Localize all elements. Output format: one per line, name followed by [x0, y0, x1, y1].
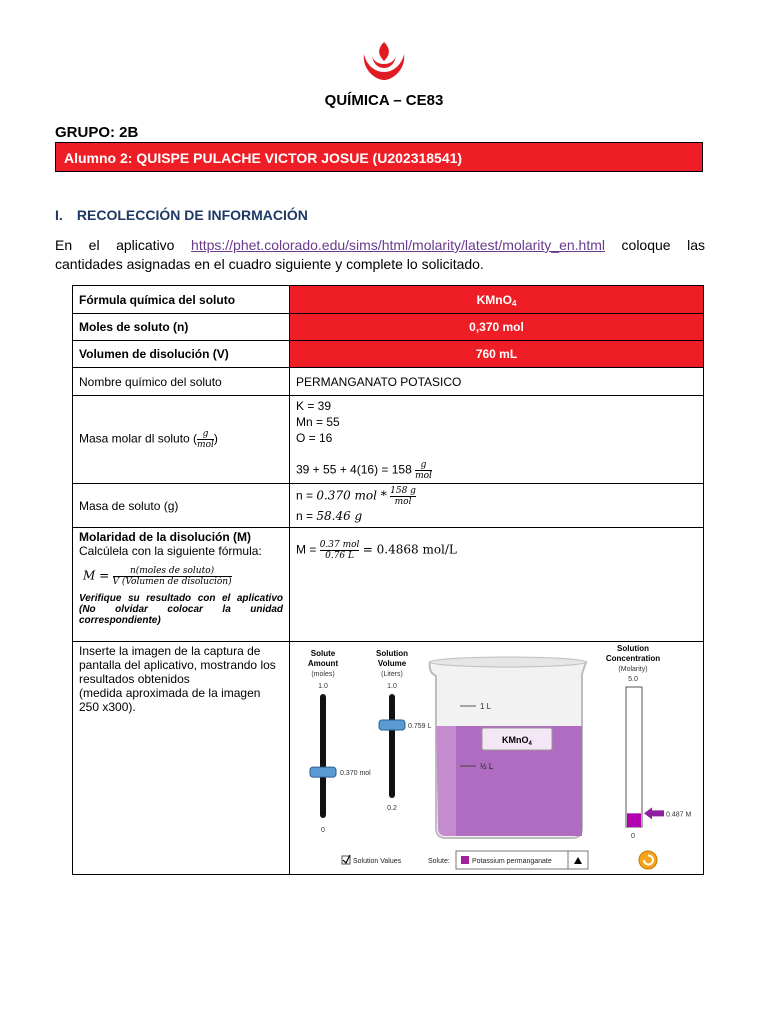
mass-value: [290, 484, 704, 528]
molar-o: O = 16: [296, 431, 333, 445]
mass-line-2: n = 58.46 g: [296, 509, 363, 523]
formula-value: KMnO4: [290, 286, 704, 314]
solute-max: 1.0: [318, 683, 328, 690]
molar-mn: Mn = 55: [296, 415, 340, 429]
molarity-formula: M = $\frac{\text{n(moles de soluto)}}{\text{V (Volumen de disolución)}}$: [83, 566, 232, 587]
solute-title-1: Solute: [310, 649, 336, 658]
molar-mass-label: Masa molar dl soluto ( $\frac{g}{\text{mol}}$ ): [73, 396, 290, 484]
conc-title-1: Solution: [617, 644, 649, 653]
solute-value-readout: 0.370 mol: [340, 770, 371, 778]
conc-arrow-indicator: [644, 807, 664, 819]
moles-label: Moles de soluto (n): [73, 314, 290, 341]
university-logo: [358, 40, 410, 82]
volume-unit: (Liters): [381, 671, 403, 678]
conc-value-readout: 0.487 M: [666, 811, 692, 819]
conc-title-2: Concentration: [605, 654, 661, 663]
solute-select-value: Potassium permanganate: [472, 858, 552, 865]
data-table: [72, 285, 704, 875]
beaker-label-text: KMnO$_4$: [502, 735, 532, 747]
molarity-label: Molaridad de la disolución (M): [79, 530, 252, 544]
volume-value: 760 mL: [290, 341, 704, 368]
conc-bar-fill: [627, 813, 641, 827]
conc-max: 5.0: [628, 676, 638, 683]
verify-note: Verifique su resultado con el aplicativo (No olvidar colocar la unidad correspondiente): [79, 593, 283, 626]
volume-value-readout: 0.759 L: [408, 723, 432, 730]
beaker-1l-mark: 1 L: [480, 702, 492, 711]
molar-sum: 39 + 55 + 4(16) = 158 $\frac{g}{\text{mol}}$: [296, 460, 432, 481]
solute-title-2: Amount: [307, 659, 339, 668]
reset-button[interactable]: [639, 851, 657, 869]
molar-k: K = 39: [296, 399, 332, 413]
molarity-instructions: Calcúlela con la siguiente fórmula:: [79, 544, 262, 558]
solute-select-label: Solute:: [428, 858, 450, 865]
image-note: (medida aproximada de la imagen 250 x300).: [79, 686, 261, 714]
sim-screenshot: [290, 642, 704, 875]
solution-values-label: Solution Values: [353, 858, 402, 865]
volume-track[interactable]: [389, 694, 395, 798]
solute-color-swatch: [461, 856, 469, 864]
intro-prefix: En el aplicativo: [55, 237, 175, 253]
volume-title-1: Solution: [376, 649, 408, 658]
name-value: PERMANGANATO POTASICO: [290, 368, 704, 396]
formula-label: Fórmula química del soluto: [73, 286, 290, 314]
solute-min: 0: [321, 827, 325, 834]
phet-link[interactable]: https://phet.colorado.edu/sims/html/molarity/latest/molarity_en.html: [191, 237, 605, 253]
image-label: Inserte la imagen de la captura de pantalla del aplicativo, mostrando los resultados obtenidos: [79, 644, 276, 686]
intro-suffix: coloque las cantidades asignadas en el cuadro siguiente y complete lo solicitado.: [55, 237, 706, 272]
beaker-half-mark: ½ L: [480, 762, 494, 771]
student-banner: Alumno 2: QUISPE PULACHE VICTOR JOSUE (U202318541): [55, 142, 703, 172]
group-label: GRUPO: 2B: [55, 124, 139, 141]
section-number: I.: [55, 207, 63, 223]
conc-unit: (Molarity): [618, 666, 648, 673]
beaker: [430, 657, 586, 838]
section-title: RECOLECCIÓN DE INFORMACIÓN: [76, 207, 308, 223]
molar-mass-value: [290, 396, 704, 484]
molarity-value: M = $\frac{\text{0.37 mol}}{0.76 L}$ = 0.4868 mol/L: [290, 528, 704, 642]
volume-slider-knob[interactable]: [379, 720, 405, 730]
course-title: QUÍMICA – CE83: [324, 92, 444, 109]
volume-min: 0.2: [387, 805, 397, 812]
solute-unit: (moles): [311, 671, 335, 678]
solute-slider-knob[interactable]: [310, 767, 336, 777]
molarity-simulation: [290, 642, 704, 874]
volume-max: 1.0: [387, 683, 397, 690]
volume-label: Volumen de disolución (V): [73, 341, 290, 368]
conc-min: 0: [631, 833, 635, 840]
intro-paragraph: [55, 236, 705, 274]
moles-value: 0,370 mol: [290, 314, 704, 341]
mass-label: Masa de soluto (g): [73, 484, 290, 528]
image-label-cell: [73, 642, 290, 875]
solute-track[interactable]: [320, 694, 326, 818]
volume-title-2: Volume: [377, 659, 407, 668]
conc-bar-frame: [626, 687, 642, 827]
molarity-cell: [73, 528, 290, 642]
section-heading: [55, 207, 308, 223]
mass-line-1: n = 0.370 mol * $\frac{158 g}{\text{mol}}$: [296, 486, 416, 507]
name-label: Nombre químico del soluto: [73, 368, 290, 396]
